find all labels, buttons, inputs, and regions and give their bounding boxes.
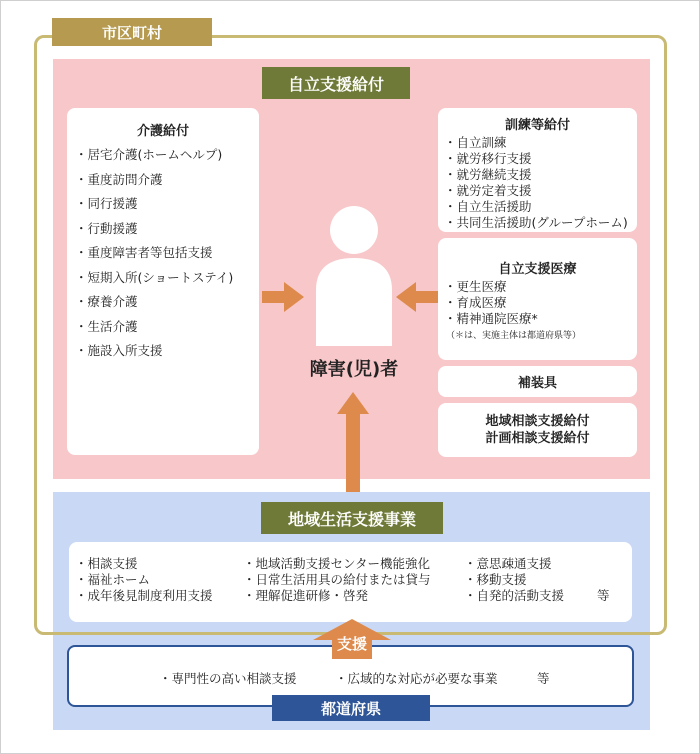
- independence-support-title: 自立支援給付: [262, 67, 410, 99]
- medical-support-note: （＊は、実施主体は都道府県等）: [446, 331, 582, 341]
- list-item: ・ 重度障害者等包括支援: [75, 241, 259, 266]
- list-item: ・ 理解促進研修・啓発: [243, 588, 431, 604]
- list-item: ・ 同行援護: [75, 192, 259, 217]
- list-item: ・ 育成医療: [444, 295, 637, 311]
- arrow-left-icon: [392, 280, 442, 314]
- list-item: ・ 施設入所支援: [75, 339, 259, 364]
- list-item: ・ 成年後見制度利用支援: [75, 588, 213, 604]
- arrow-up-icon: [335, 390, 371, 492]
- list-item: ・ 移動支援: [464, 572, 564, 588]
- arrow-right-icon: [258, 280, 308, 314]
- list-item: ・ 自立訓練: [444, 135, 637, 151]
- person-icon: [300, 200, 408, 350]
- equipment-card: [438, 366, 637, 397]
- prefecture-etc: 等: [537, 671, 550, 686]
- list-item: ・ 更生医療: [444, 279, 637, 295]
- list-item: ・ 意思疎通支援: [464, 556, 564, 572]
- list-item: ・ 自発的活動支援: [464, 588, 564, 604]
- medical-support-title: 自立支援医療: [498, 262, 577, 277]
- community-support-col2: [243, 556, 431, 604]
- list-item: ・ 共同生活援助(グループホーム): [444, 215, 637, 231]
- list-item: ・ 短期入所(ショートステイ): [75, 266, 259, 291]
- community-support-col1: [75, 556, 213, 604]
- list-item: ・ 就労移行支援: [444, 151, 637, 167]
- care-benefits-title: 介護給付: [136, 124, 189, 139]
- community-support-title: 地域生活支援事業: [261, 502, 443, 534]
- consultation-line1: 地域相談支援給付: [485, 414, 590, 429]
- community-support-etc: 等: [597, 588, 610, 603]
- person-label: 障害(児)者: [309, 359, 399, 380]
- training-benefits-card: [438, 108, 637, 232]
- municipality-label: 市区町村: [52, 18, 212, 46]
- training-benefits-list: [444, 135, 637, 231]
- list-item: ・ 自立生活援助: [444, 199, 637, 215]
- support-arrow-label: 支援: [336, 635, 367, 653]
- list-item: ・ 療養介護: [75, 290, 259, 315]
- list-item: ・ 福祉ホーム: [75, 572, 213, 588]
- list-item: ・ 日常生活用具の給付または貸与: [243, 572, 431, 588]
- prefecture-item-1: ・専門性の高い相談支援: [159, 671, 297, 686]
- consultation-line2: 計画相談支援給付: [485, 431, 590, 446]
- list-item: ・ 就労継続支援: [444, 167, 637, 183]
- list-item: ・ 精神通院医療*: [444, 311, 637, 327]
- medical-support-card: [438, 238, 637, 360]
- care-benefits-card: [67, 108, 259, 455]
- community-support-card: [69, 542, 632, 622]
- list-item: ・ 行動援護: [75, 217, 259, 242]
- list-item: ・ 生活介護: [75, 315, 259, 340]
- consultation-card: [438, 403, 637, 457]
- community-support-col3: [464, 556, 564, 604]
- medical-support-list: [444, 279, 637, 327]
- list-item: ・ 就労定着支援: [444, 183, 637, 199]
- list-item: ・ 地域活動支援センター機能強化: [243, 556, 431, 572]
- equipment-title: 補装具: [517, 376, 557, 391]
- list-item: ・ 居宅介護(ホームヘルプ): [75, 143, 259, 168]
- list-item: ・ 重度訪問介護: [75, 168, 259, 193]
- care-benefits-list: [75, 143, 259, 364]
- list-item: ・ 相談支援: [75, 556, 213, 572]
- prefecture-item-2: ・広域的な対応が必要な事業: [335, 671, 498, 686]
- training-benefits-title: 訓練等給付: [504, 118, 570, 133]
- prefecture-label: 都道府県: [272, 695, 430, 721]
